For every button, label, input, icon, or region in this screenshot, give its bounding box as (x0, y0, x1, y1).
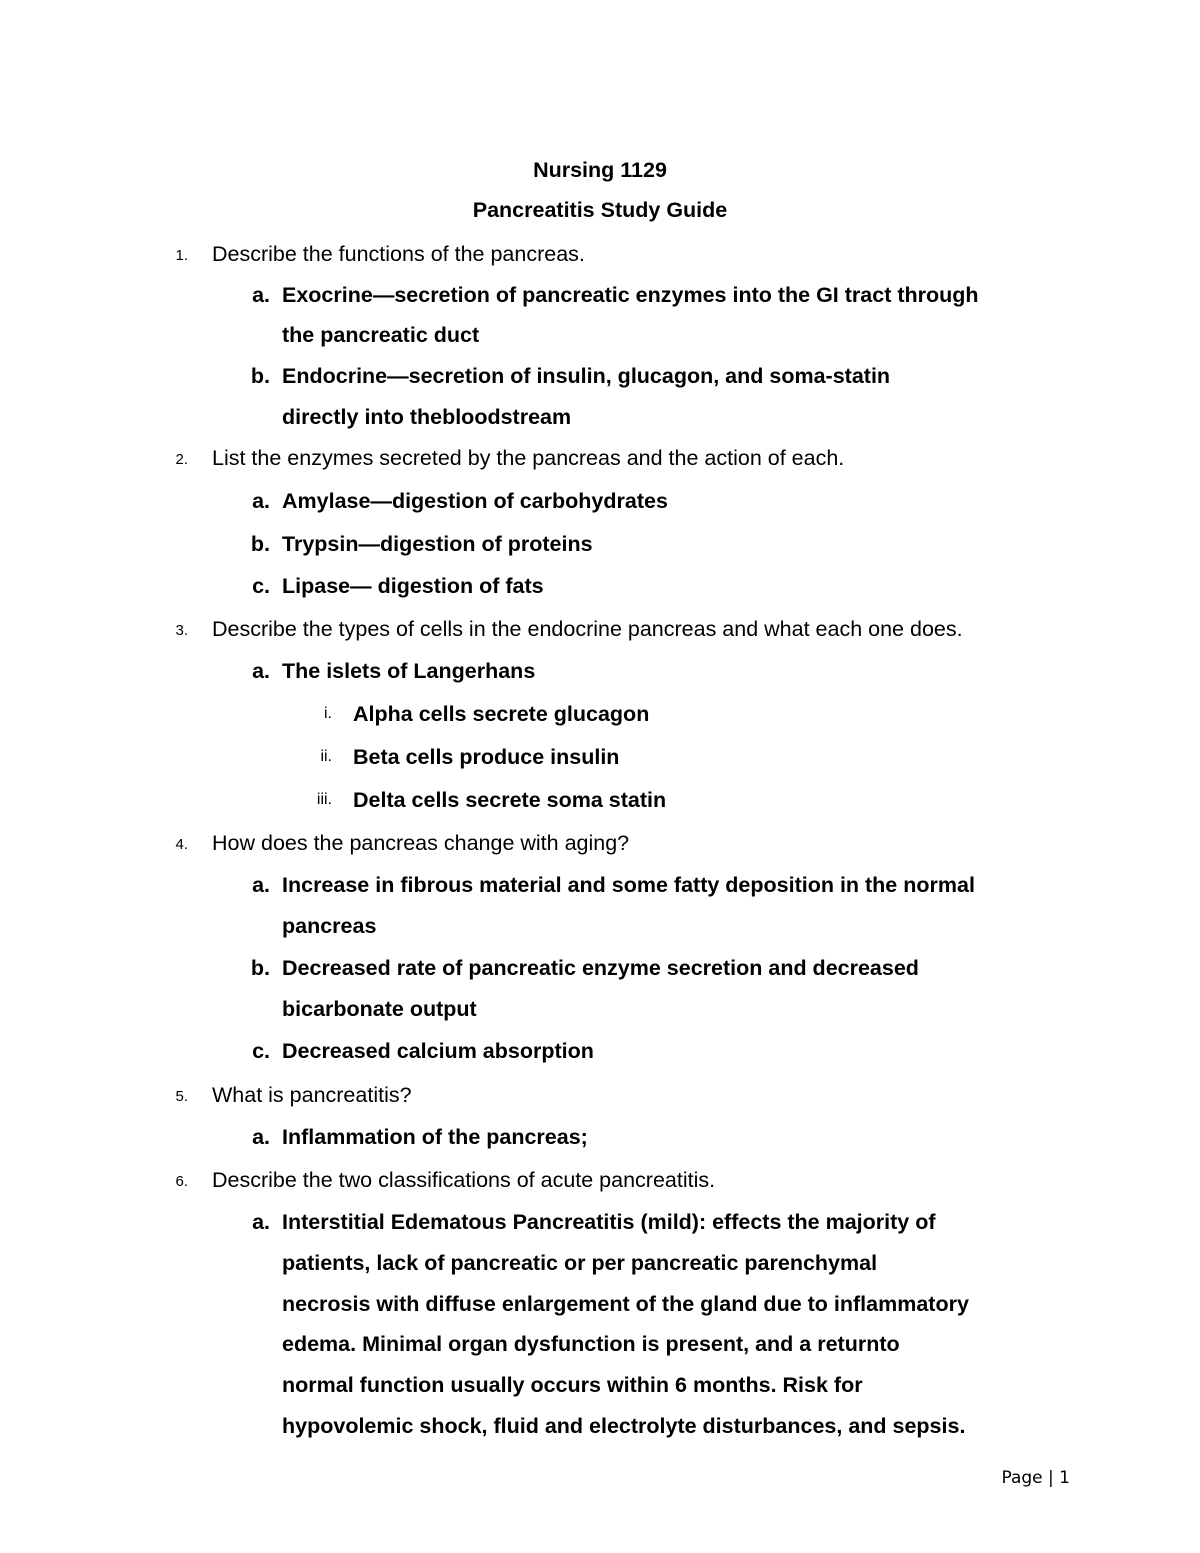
subitem-marker: i. (324, 705, 332, 722)
answer-marker: c. (252, 574, 270, 598)
question-number: 5. (175, 1088, 188, 1105)
answer-marker: a. (252, 873, 270, 897)
answer-marker: a. (252, 1210, 270, 1234)
answer-marker: b. (250, 532, 270, 556)
answer-line: Exocrine—secretion of pancreatic enzymes into the GI tract through (282, 283, 979, 307)
answer-marker: c. (252, 1039, 270, 1063)
question-text: Describe the types of cells in the endocrine pancreas and what each one does. (212, 617, 963, 641)
question-number: 1. (175, 247, 188, 264)
answer-line: necrosis with diffuse enlargement of the gland due to inflammatory (282, 1292, 969, 1316)
course-title: Nursing 1129 (533, 158, 667, 182)
answer-line: the pancreatic duct (282, 323, 480, 347)
answer-line: hypovolemic shock, fluid and electrolyte disturbances, and sepsis. (282, 1414, 966, 1438)
question-number: 3. (175, 622, 188, 639)
subitem-text: Alpha cells secrete glucagon (353, 702, 650, 726)
answer-marker: b. (250, 956, 270, 980)
answer-line: pancreas (282, 914, 377, 938)
answer-line: Decreased rate of pancreatic enzyme secretion and decreased (282, 956, 919, 980)
question-number: 4. (175, 836, 188, 853)
subitem-marker: ii. (320, 748, 332, 765)
answer-marker: a. (252, 1125, 270, 1149)
answer-line: edema. Minimal organ dysfunction is present, and a returnto (282, 1332, 900, 1356)
question-text: How does the pancreas change with aging? (212, 831, 630, 855)
subitem-text: Delta cells secrete soma statin (353, 788, 667, 812)
question-text: What is pancreatitis? (212, 1083, 412, 1107)
answer-line: Endocrine—secretion of insulin, glucagon, and soma-statin (282, 364, 891, 388)
answer-line: patients, lack of pancreatic or per pancreatic parenchymal (282, 1251, 878, 1275)
answer-line: bicarbonate output (282, 997, 477, 1021)
page-number: Page | 1 (1001, 1468, 1070, 1488)
answer-line: Lipase— digestion of fats (282, 574, 544, 598)
answer-line: The islets of Langerhans (282, 659, 536, 683)
answer-marker: a. (252, 659, 270, 683)
answer-line: Trypsin—digestion of proteins (282, 532, 593, 556)
answer-line: Increase in fibrous material and some fatty deposition in the normal (282, 873, 975, 897)
answer-line: Amylase—digestion of carbohydrates (282, 489, 668, 513)
answer-line: directly into thebloodstream (282, 405, 572, 429)
document-title: Pancreatitis Study Guide (472, 198, 728, 222)
subitem-marker: iii. (316, 791, 332, 808)
question-text: List the enzymes secreted by the pancreas and the action of each. (212, 446, 845, 470)
question-text: Describe the two classifications of acute pancreatitis. (212, 1168, 716, 1192)
answer-marker: a. (252, 489, 270, 513)
answer-marker: b. (250, 364, 270, 388)
answer-line: normal function usually occurs within 6 months. Risk for (282, 1373, 863, 1397)
question-number: 6. (175, 1173, 188, 1190)
answer-marker: a. (252, 283, 270, 307)
subitem-text: Beta cells produce insulin (353, 745, 620, 769)
answer-line: Decreased calcium absorption (282, 1039, 594, 1063)
answer-line: Interstitial Edematous Pancreatitis (mild): effects the majority of (282, 1210, 936, 1234)
question-text: Describe the functions of the pancreas. (212, 242, 585, 266)
answer-line: Inflammation of the pancreas; (282, 1125, 588, 1149)
question-number: 2. (175, 451, 188, 468)
